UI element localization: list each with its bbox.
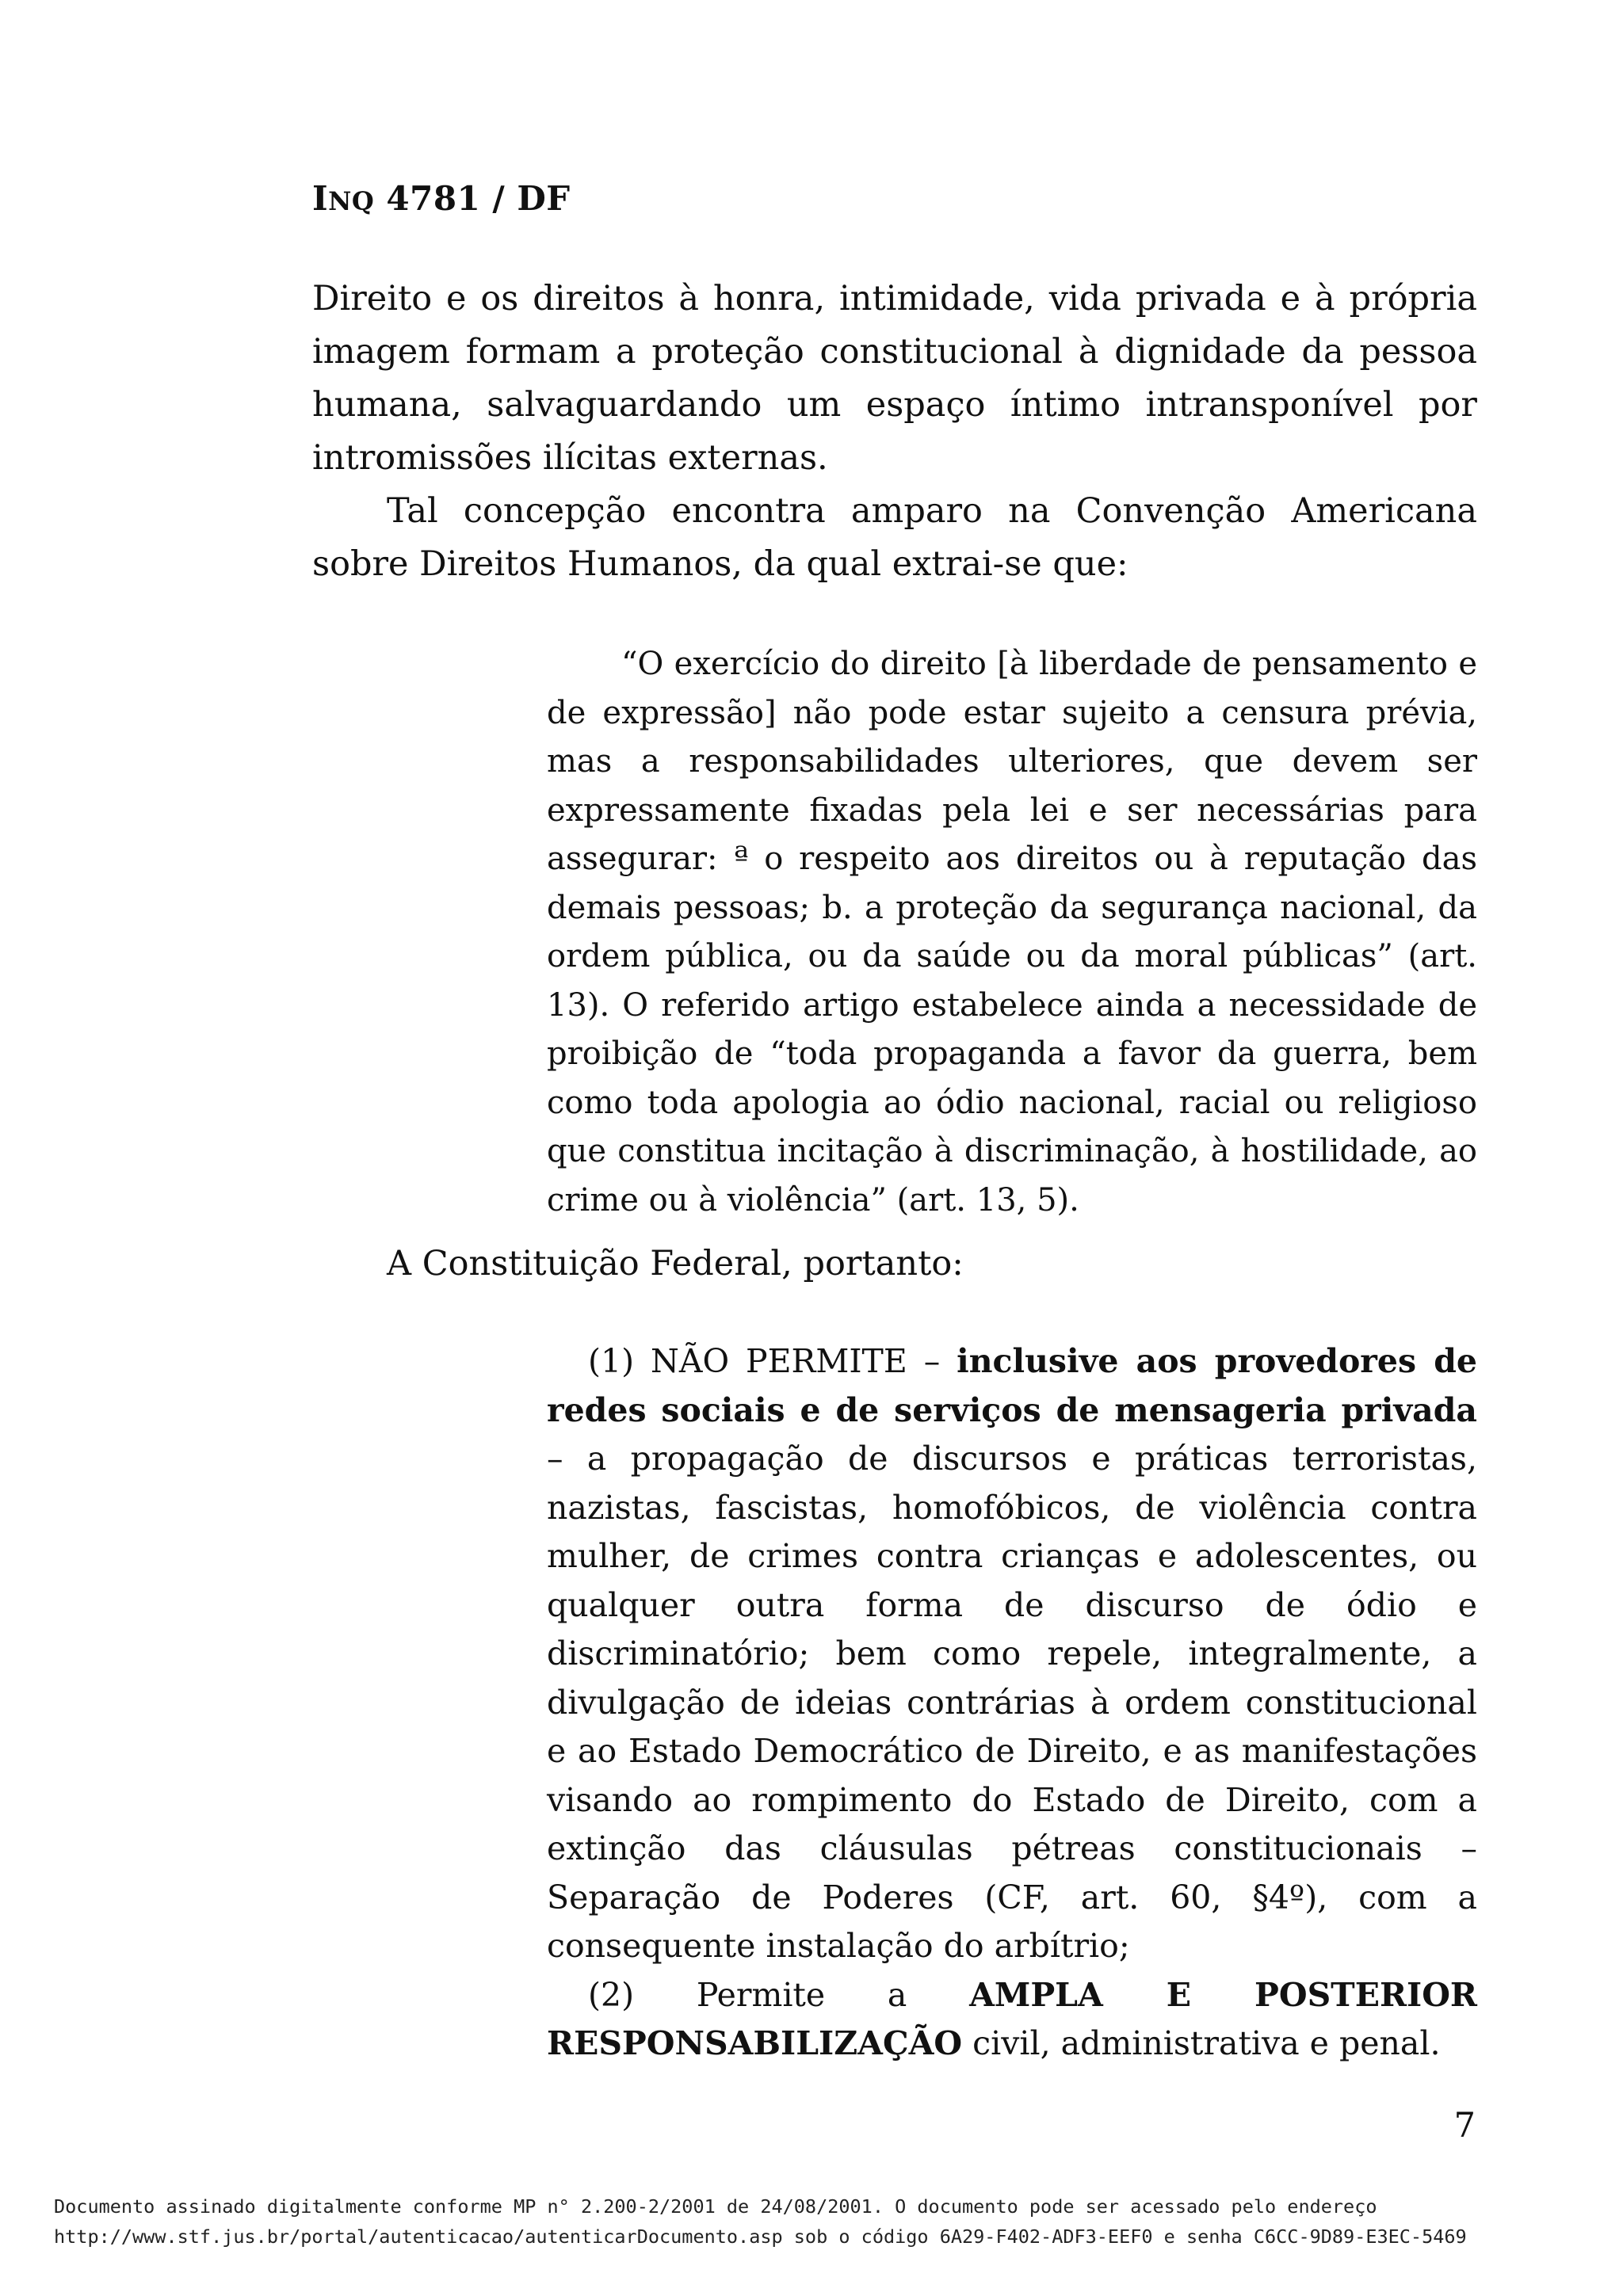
list-item-2-rest: civil, administrativa e penal. xyxy=(962,2024,1441,2062)
list-item-2-bold: AMPLA E POSTERIOR RESPONSABILIZAÇÃO xyxy=(547,1975,1477,2062)
case-header xyxy=(312,179,571,218)
footer-line-1: Documento assinado digitalmente conforme MP n° 2.200-2/2001 de 24/08/2001. O documento pode ser acessado pelo endereço xyxy=(54,2195,1377,2218)
list-item-1-rest: – a propagação de discursos e práticas terroristas, nazistas, fascistas, homofóbicos, de violência contra mulher, de crimes contra crianças e adolescentes, ou qualquer outra forma de discurso de ódio e discriminatório; bem como repele, integralmente, a divulgação de ideias contrárias à ordem constitucional e ao Estado Democrático de Direito, e as manifestações visando ao rompimento do Estado de Direito, com a extinção das cláusulas pétreas constitucionais – Separação de Poderes (CF, art. 60, §4º), com a consequente instalação do arbítrio; xyxy=(547,1440,1477,1965)
paragraph-convention: Tal concepção encontra amparo na Convenção Americana sobre Direitos Humanos, da qual extrai-se que: xyxy=(312,491,1477,584)
case-prefix-initial: I xyxy=(312,179,329,218)
footer-line-2: http://www.stf.jus.br/portal/autenticacao/autenticarDocumento.asp sob o código 6A29-F402-ADF3-EEF0 e senha C6CC-9D89-E3EC-5469 xyxy=(54,2225,1467,2248)
list-item-2 xyxy=(547,1971,1477,2069)
paragraph-dignity: Direito e os direitos à honra, intimidade, vida privada e à própria imagem formam a proteção constitucional à dignidade da pessoa humana, salvaguardando um espaço íntimo intransponível por intromissões ilícitas externas. xyxy=(312,279,1477,478)
list-item-1-lead: (1) NÃO PERMITE – xyxy=(588,1342,957,1380)
signature-footer xyxy=(54,2191,1467,2252)
case-prefix-rest: NQ xyxy=(328,186,375,216)
list-item-1-bold: inclusive aos provedores de redes sociais e de serviços de mensageria privada xyxy=(547,1342,1477,1429)
paragraph-constitution: A Constituição Federal, portanto: xyxy=(387,1244,964,1283)
list-item-1 xyxy=(547,1337,1477,1971)
page-number: 7 xyxy=(1453,2106,1476,2145)
case-number: 4781 / DF xyxy=(374,179,571,218)
list-item-2-lead: (2) Permite a xyxy=(588,1975,970,2014)
constitution-list xyxy=(547,1337,1477,2069)
quote-convention-article: “O exercício do direito [à liberdade de pensamento e de expressão] não pode estar sujeito a censura prévia, mas a responsabilidades ulteriores, que devem ser expressamente fixadas pela lei e ser necessárias para assegurar: ª o respeito aos direitos ou à reputação das demais pessoas; b. a proteção da segurança nacional, da ordem pública, ou da saúde ou da moral públicas” (art. 13). O referido artigo estabelece ainda a necessidade de proibição de “toda propaganda a favor da guerra, bem como toda apologia ao ódio nacional, racial ou religioso que constitua incitação à discriminação, à hostilidade, ao crime ou à violência” (art. 13, 5). xyxy=(547,646,1477,1219)
